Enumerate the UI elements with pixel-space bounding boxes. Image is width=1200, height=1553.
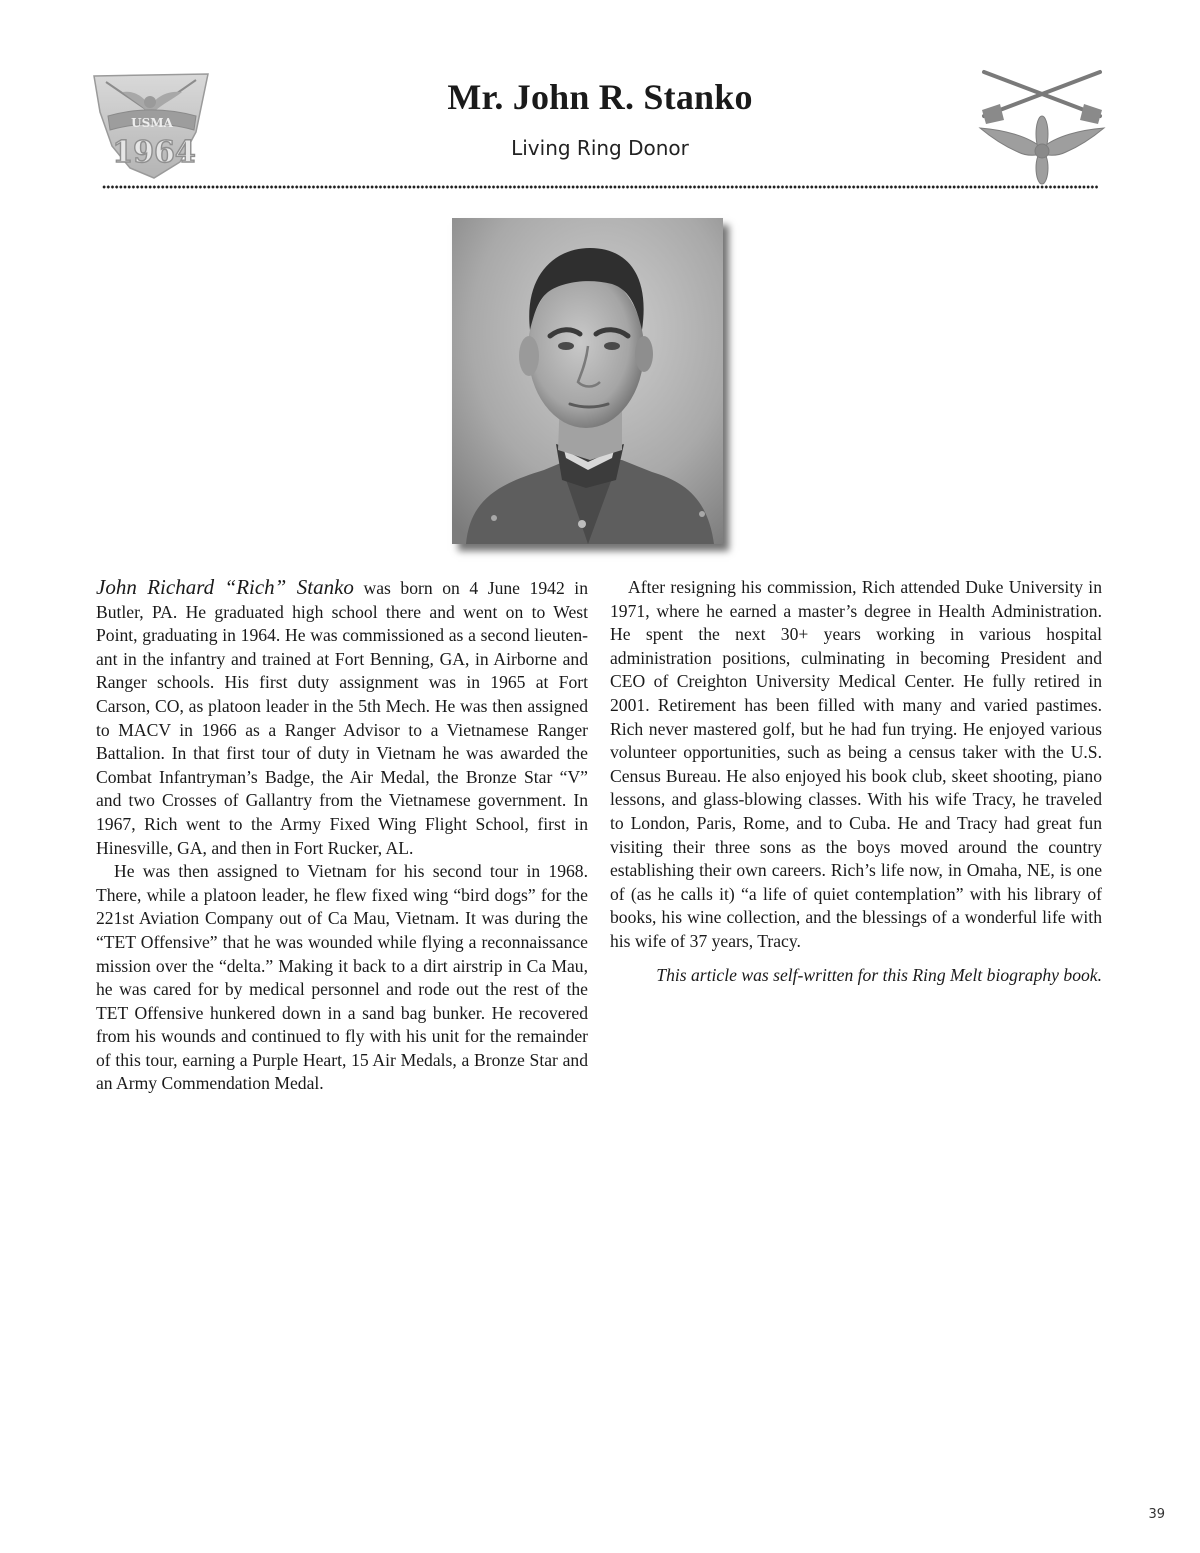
article-paragraph-3: After resigning his commission, Rich attended Duke University in 1971, where he earned a master’s degree in Health Administration. He spent the next 30+ years working in various hospital administration positions, culminating in becoming President and CEO of Creighton University Medical Center. He fully retired in 2001. Retirement has been filled with many and varied pastimes. Rich never mastered golf, but he had fun trying. He enjoyed various volunteer opportunities, such as being a census taker with the U.S. Census Bureau. He also enjoyed his book club, skeet shooting, piano lessons, and glass-blowing classes. With his wife Tracy, he traveled to London, Paris, Rome, and to Cuba. He and Tracy had great fun visiting their three sons as the boys moved around the country establishing their own careers. Rich’s life now, in Omaha, NE, is one of (as he calls it) “a life of quiet contemplation” with his library of books, his wine collection, and the blessings of a wonderful life with his wife of 37 years, Tracy. [610,577,1102,951]
article-lead-name: John Richard “Rich” Stanko [96,575,354,599]
article-credit: This article was self-written for this Ring Melt biography book. [656,964,1102,985]
article-paragraph-1 [96,576,588,860]
page-subtitle: Living Ring Donor [511,136,689,160]
article-column-left [96,576,588,1096]
branch-insignia-logo [978,66,1106,186]
page-title: Mr. John R. Stanko [447,77,753,117]
crest-usma-text: USMA [131,116,173,130]
article-paragraph-1-text: was born on 4 June 1942 in Butler, PA. He graduated high school there and went on to West Point, graduating in 1964. He was commissioned as a second lieutenant in the infantry and trained at Fort Benning, GA, in Airborne and Ranger schools. His first duty assignment was in 1965 at Fort Carson, CO, as platoon leader in the 5th Mech. He was then assigned to MACV in 1966 as a Ranger Advisor to a Vietnamese Ranger Battalion. In that first tour of duty in Vietnam he was awarded the Combat Infantryman’s Badge, the Air Medal, the Bronze Star “V” and two Crosses of Gallantry from the Vietnamese government. In 1967, Rich went to the Army Fixed Wing Flight School, first in Hinesville, GA, and then in Fort Rucker, AL. [96,578,588,858]
dotted-divider [102,184,1098,190]
crest-year-text: 1964 [112,135,196,170]
class-crest-logo [92,72,210,180]
page-number: 39 [1148,1507,1165,1522]
portrait-photo [452,218,723,544]
portrait-photo-frame [452,218,723,544]
article-column-right [610,576,1102,987]
article-paragraph-2: He was then assigned to Vietnam for his second tour in 1968. There, while a platoon leader, he flew fixed wing “bird dogs” for the 221st Aviation Company out of Ca Mau, Vietnam. It was during the “TET Offensive” that he was wounded while flying a reconnaissance mission over the “delta.” Making it back to a dirt airstrip in Ca Mau, he was cared for by medical personnel and rode out the rest of the TET Offensive hunkered down in a sand bag bunker. He recovered from his wounds and continued to fly with his unit for the remainder of this tour, earning a Purple Heart, 15 Air Medals, a Bronze Star and an Army Commendation Medal. [96,861,588,1094]
